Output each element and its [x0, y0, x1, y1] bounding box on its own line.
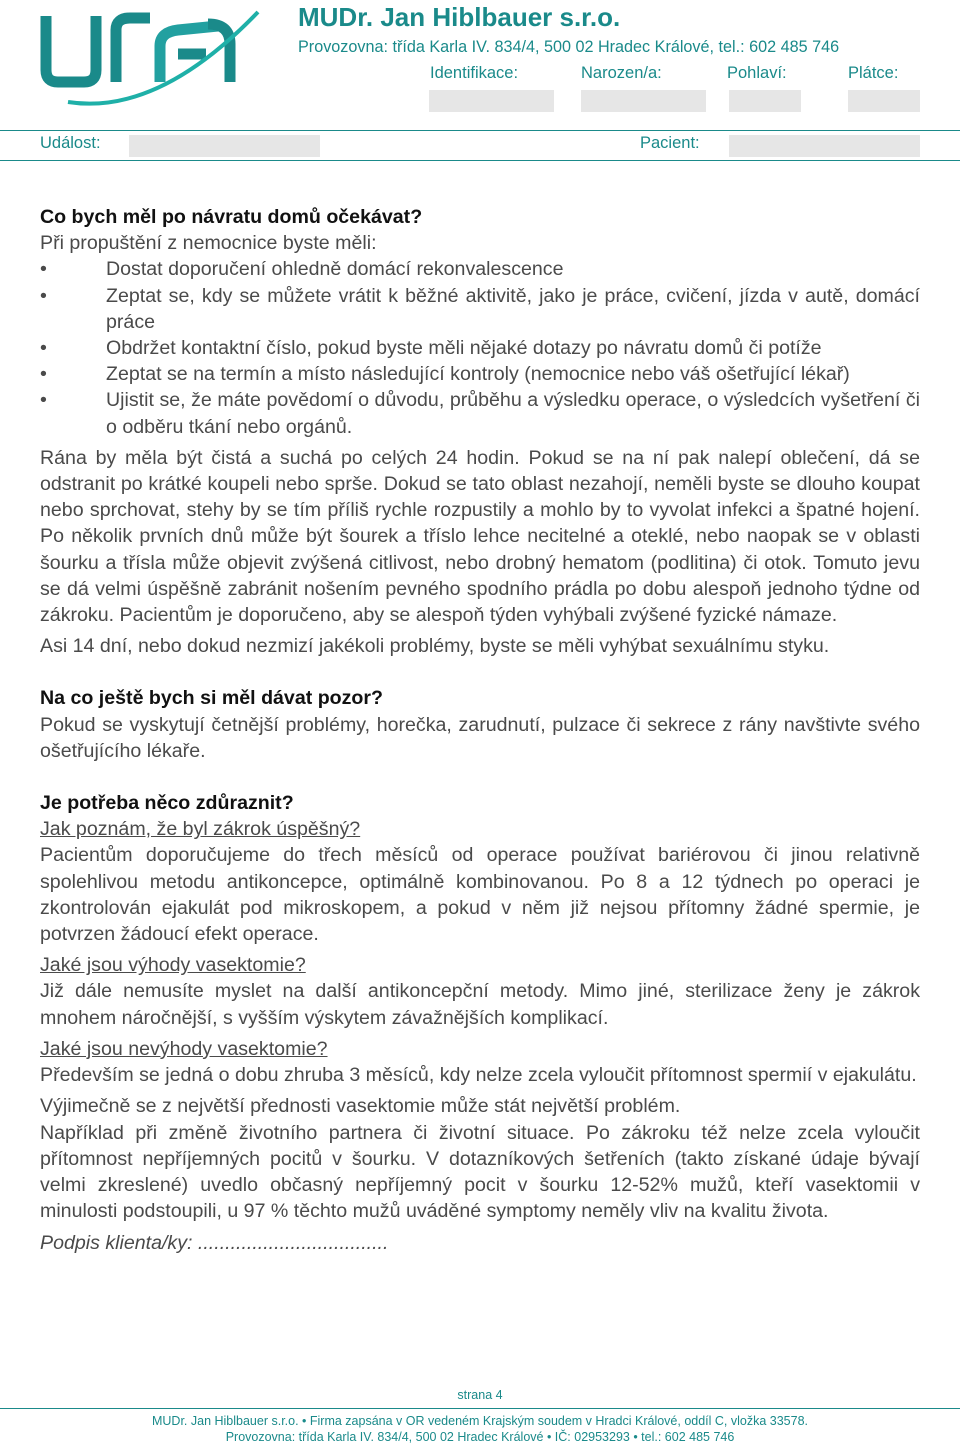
udalost-field[interactable]: [129, 135, 320, 157]
header-divider-bottom: [0, 160, 960, 161]
answer-advantages: Již dále nemusíte myslet na další antikoncepční metody. Mimo jiné, sterilizace ženy je zákrok mnohem náročnější, s vyšším výskytem závažnějších komplikací.: [40, 980, 920, 1029]
pohlavi-label: Pohlaví:: [727, 64, 787, 82]
pacient-field[interactable]: [729, 135, 920, 157]
pacient-label: Pacient:: [640, 134, 700, 152]
narozen-label: Narozen/a:: [581, 64, 662, 82]
clinic-address: Provozovna: třída Karla IV. 834/4, 500 02 Hradec Králové, tel.: 602 485 746: [298, 38, 840, 56]
heading-emphasis: Je potřeba něco zdůraznit?: [40, 792, 294, 815]
document-body: [40, 204, 920, 1257]
pohlavi-field[interactable]: [729, 90, 801, 112]
list-item: • Dostat doporučení ohledně domácí rekonvalescence: [40, 256, 920, 282]
question-advantages: Jaké jsou výhody vasektomie?: [40, 954, 306, 977]
footer-divider: [0, 1408, 960, 1409]
platce-field[interactable]: [848, 90, 920, 112]
list-item: • Zeptat se, kdy se můžete vrátit k běžné aktivitě, jako je práce, cvičení, jízda v autě, domácí práce: [40, 283, 920, 335]
caution-paragraph: Pokud se vyskytují četnější problémy, horečka, zarudnutí, pulzace či sekrece z rány navštivte svého ošetřujícího lékaře.: [40, 713, 920, 762]
narozen-field[interactable]: [581, 90, 706, 112]
answer-disadvantages-2: Výjimečně se z největší přednosti vasektomie může stát největší problém.: [40, 1095, 681, 1118]
identifikace-label: Identifikace:: [430, 64, 519, 82]
company-name: MUDr. Jan Hiblbauer s.r.o.: [298, 2, 621, 32]
footer-company-registration: MUDr. Jan Hiblbauer s.r.o. • Firma zapsána v OR vedeném Krajským soudem v Hradci Králové, oddíl C, vložka 33578.: [151, 1414, 809, 1428]
list-item: • Zeptat se na termín a místo následující kontroly (nemocnice nebo váš ošetřující lékař): [40, 361, 920, 387]
heading-return-home: Co bych měl po návratu domů očekávat?: [40, 206, 423, 228]
uran-logo: [38, 4, 268, 114]
answer-disadvantages: Především se jedná o dobu zhruba 3 měsíců, kdy nelze zcela vyloučit přítomnost spermií v ejakulátu.: [40, 1064, 917, 1087]
page-number: strana 4: [457, 1388, 503, 1402]
client-signature-line: Podpis klienta/ky: ...................................: [40, 1232, 389, 1255]
discharge-intro: Při propuštění z nemocnice byste měli:: [40, 232, 377, 255]
udalost-label: Událost:: [40, 134, 101, 152]
wound-care-paragraph: Rána by měla být čistá a suchá po celých 24 hodin. Pokud se na ní pak nalepí oblečení, dá se odstranit po krátké koupeli nebo sprše. Dokud se tato oblast nezahojí, neměli byste se dlouho koupat nebo sprchovat, stehy by se tím příliš rychle rozpustily a mohlo by to vyvolat infekci a špatné hojení. Po několik prvních dnů může být šourek a tříslo lehce necitelné a oteklé, nebo naopak se v oblasti šourku a třísla může objevit zvýšená citlivost, nebo drobný hematom (podlitina) či otok. Tomuto jevu se dá velmi úspěšně zabránit nošením pevného spodního prádla po dobu alespoň jednoho týdne od zákroku. Pacientům je doporučeno, aby se alespoň týden vyhýbali zvýšené fyzické námaze.: [40, 446, 920, 627]
heading-caution: Na co ještě bych si měl dávat pozor?: [40, 687, 383, 710]
question-success: Jak poznám, že byl zákrok úspěšný?: [40, 818, 361, 841]
sexual-abstinence-paragraph: Asi 14 dní, nebo dokud nezmizí jakékoli problémy, byste se měli vyhýbat sexuálnímu styku.: [40, 635, 830, 658]
answer-success: Pacientům doporučujeme do třech měsíců od operace používat bariérovou či jinou relativně spolehlivou metodu antikoncepce, optimálně kombinovanou. Po 8 a 12 týdnech po operaci je zkontrolován ejakulát pod mikroskopem, a pokud v něm již nejsou přítomny žádné spermie, je potvrzen žádoucí efekt operace.: [40, 844, 920, 946]
discharge-list: [40, 256, 920, 439]
answer-disadvantages-3: Například při změně životního partnera či životní situace. Po zákroku též nelze zcela vyloučit přítomnost nepříjemných pocitů v šourku. V dotazníkových šetřeních (takto získané údaje bývají velmi zkreslené) uvedlo občasný nepříjemný pocit v šourku 12-52% mužů, kteří vasektomii v minulosti podstoupili, u 97 % těchto mužů uváděné symptomy neměly vliv na kvalitu života.: [40, 1121, 920, 1223]
list-item: • Obdržet kontaktní číslo, pokud byste měli nějaké dotazy po návratu domů či potíže: [40, 335, 920, 361]
identifikace-field[interactable]: [429, 90, 554, 112]
footer-address: Provozovna: třída Karla IV. 834/4, 500 02 Hradec Králové • IČ: 02953293 • tel.: 602 485 746: [225, 1430, 735, 1444]
list-item: • Ujistit se, že máte povědomí o důvodu, průběhu a výsledku operace, o výsledcích vyšetření či o odběru tkání nebo orgánů.: [40, 387, 920, 439]
question-disadvantages: Jaké jsou nevýhody vasektomie?: [40, 1037, 328, 1060]
platce-label: Plátce:: [848, 64, 899, 82]
header-divider-top: [0, 130, 960, 131]
